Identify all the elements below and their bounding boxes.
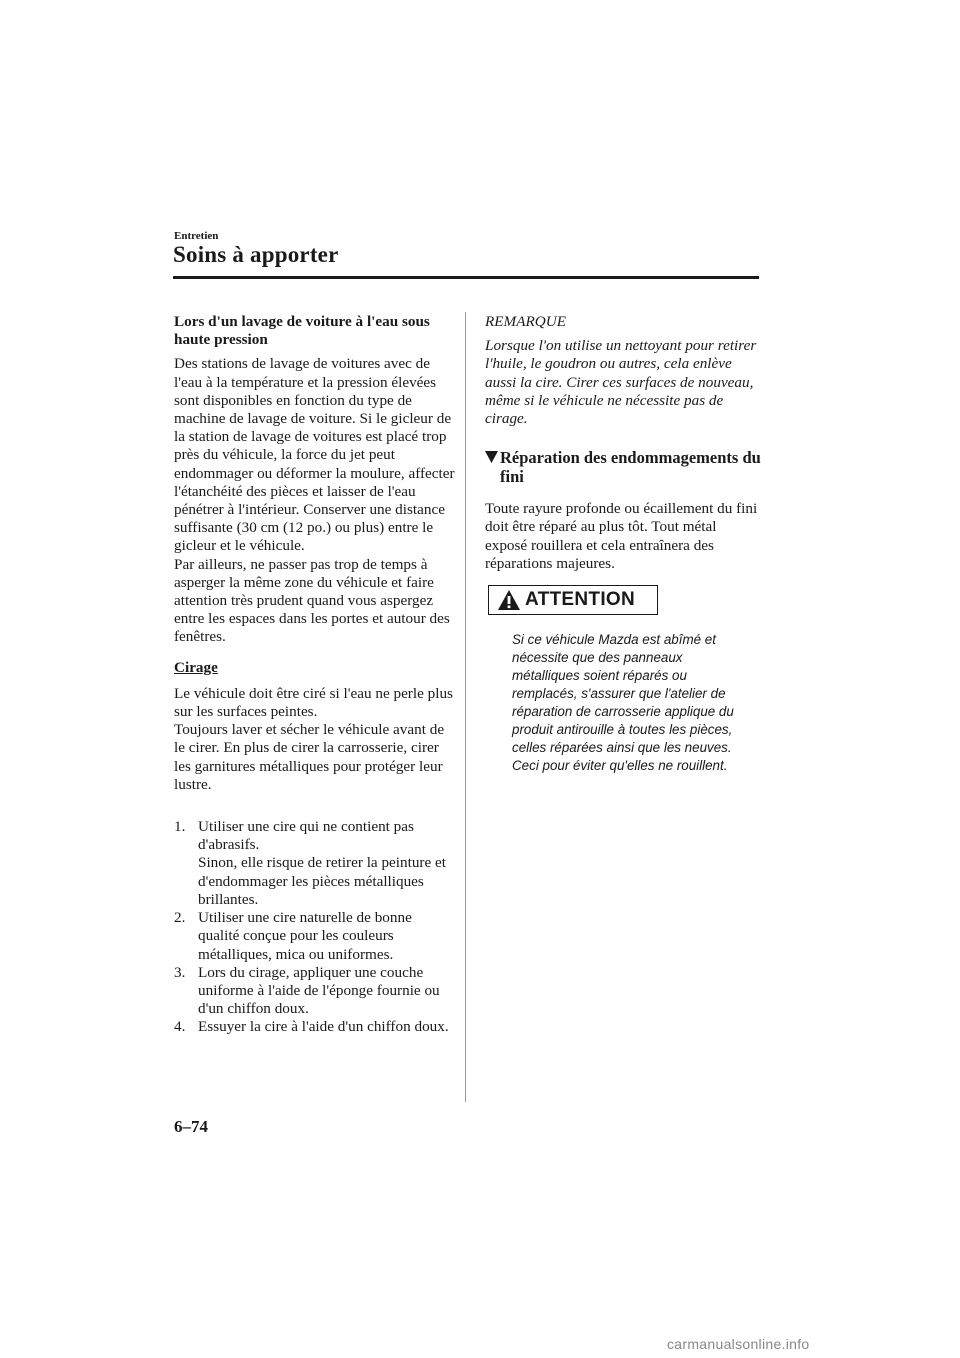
list-item: 4. Essuyer la cire à l'aide d'un chiffon doux.	[174, 1018, 449, 1036]
watermark: carmanualsonline.info	[667, 1336, 810, 1352]
section-label: Entretien	[174, 230, 219, 242]
warning-icon	[497, 589, 521, 611]
list-item: 2. Utiliser une cire naturelle de bonne qualité conçue pour les couleurs métalliques, mica ou uniformes.	[174, 909, 412, 963]
header-rule	[173, 276, 759, 279]
list-item: 1. Utiliser une cire qui ne contient pas d'abrasifs. Sinon, elle risque de retirer la peinture et d'endommager les pièces métalliques brillantes.	[174, 818, 446, 908]
cirage-heading: Cirage	[174, 658, 218, 676]
page-title: Soins à apporter	[173, 242, 339, 267]
wax-steps-list	[174, 818, 456, 1036]
attention-label: ATTENTION	[525, 588, 636, 610]
left-column	[174, 313, 456, 1037]
subheading-pressure-wash: Lors d'un lavage de voiture à l'eau sous haute pression	[174, 313, 430, 349]
triangle-down-icon	[485, 451, 498, 463]
attention-box	[488, 585, 658, 615]
repair-section-heading: Réparation des endommagements du fini	[485, 448, 761, 486]
page-number: 6–74	[174, 1117, 208, 1136]
note-body: Lorsque l'on utilise un nettoyant pour retirer l'huile, le goudron ou autres, cela enlève aussi la cire. Cirer ces surfaces de nouveau, même si le véhicule ne nécessite pas de cirage.	[485, 337, 757, 428]
note-heading: REMARQUE	[485, 313, 566, 330]
pressure-wash-paragraph-2: Par ailleurs, ne passer pas trop de temps à asperger la même zone du véhicule et faire attention très prudent quand vous aspergez entre les espaces dans les portes et autour des fenêtres.	[174, 555, 450, 646]
attention-body: Si ce véhicule Mazda est abîmé et nécessite que des panneaux métalliques soient réparés ou remplacés, s'assurer que l'atelier de réparation de carrosserie applique du produit antirouille à toutes les pièces, celles réparées ainsi que les neuves. Ceci pour éviter qu'elles ne rouillent.	[512, 632, 734, 774]
right-column	[485, 313, 761, 775]
pressure-wash-paragraph: Des stations de lavage de voitures avec de l'eau à la température et la pression élevées sont disponibles en fonction du type de machine de lavage de voiture. Si le gicleur de la station de lavage de voitures est placé trop près du véhicule, la force du jet peut endommager ou déformer la moulure, affecter l'étanchéité des pièces et laisser de l'eau pénétrer à l'intérieur. Conserver une distance suffisante (30 cm (12 po.) ou plus) entre le gicleur et le véhicule.	[174, 355, 455, 555]
list-item: 3. Lors du cirage, appliquer une couche uniforme à l'aide de l'éponge fournie ou d'un chiffon doux.	[174, 963, 440, 1018]
cirage-paragraph-1: Le véhicule doit être ciré si l'eau ne perle plus sur les surfaces peintes.	[174, 684, 453, 721]
cirage-paragraph-2: Toujours laver et sécher le véhicule avant de le cirer. En plus de cirer la carrosserie, cirer les garnitures métalliques pour protéger leur lustre.	[174, 721, 445, 793]
repair-section-body: Toute rayure profonde ou écaillement du fini doit être réparé au plus tôt. Tout métal exposé rouillera et cela entraînera des réparations majeures.	[485, 500, 758, 572]
column-divider	[465, 312, 466, 1102]
